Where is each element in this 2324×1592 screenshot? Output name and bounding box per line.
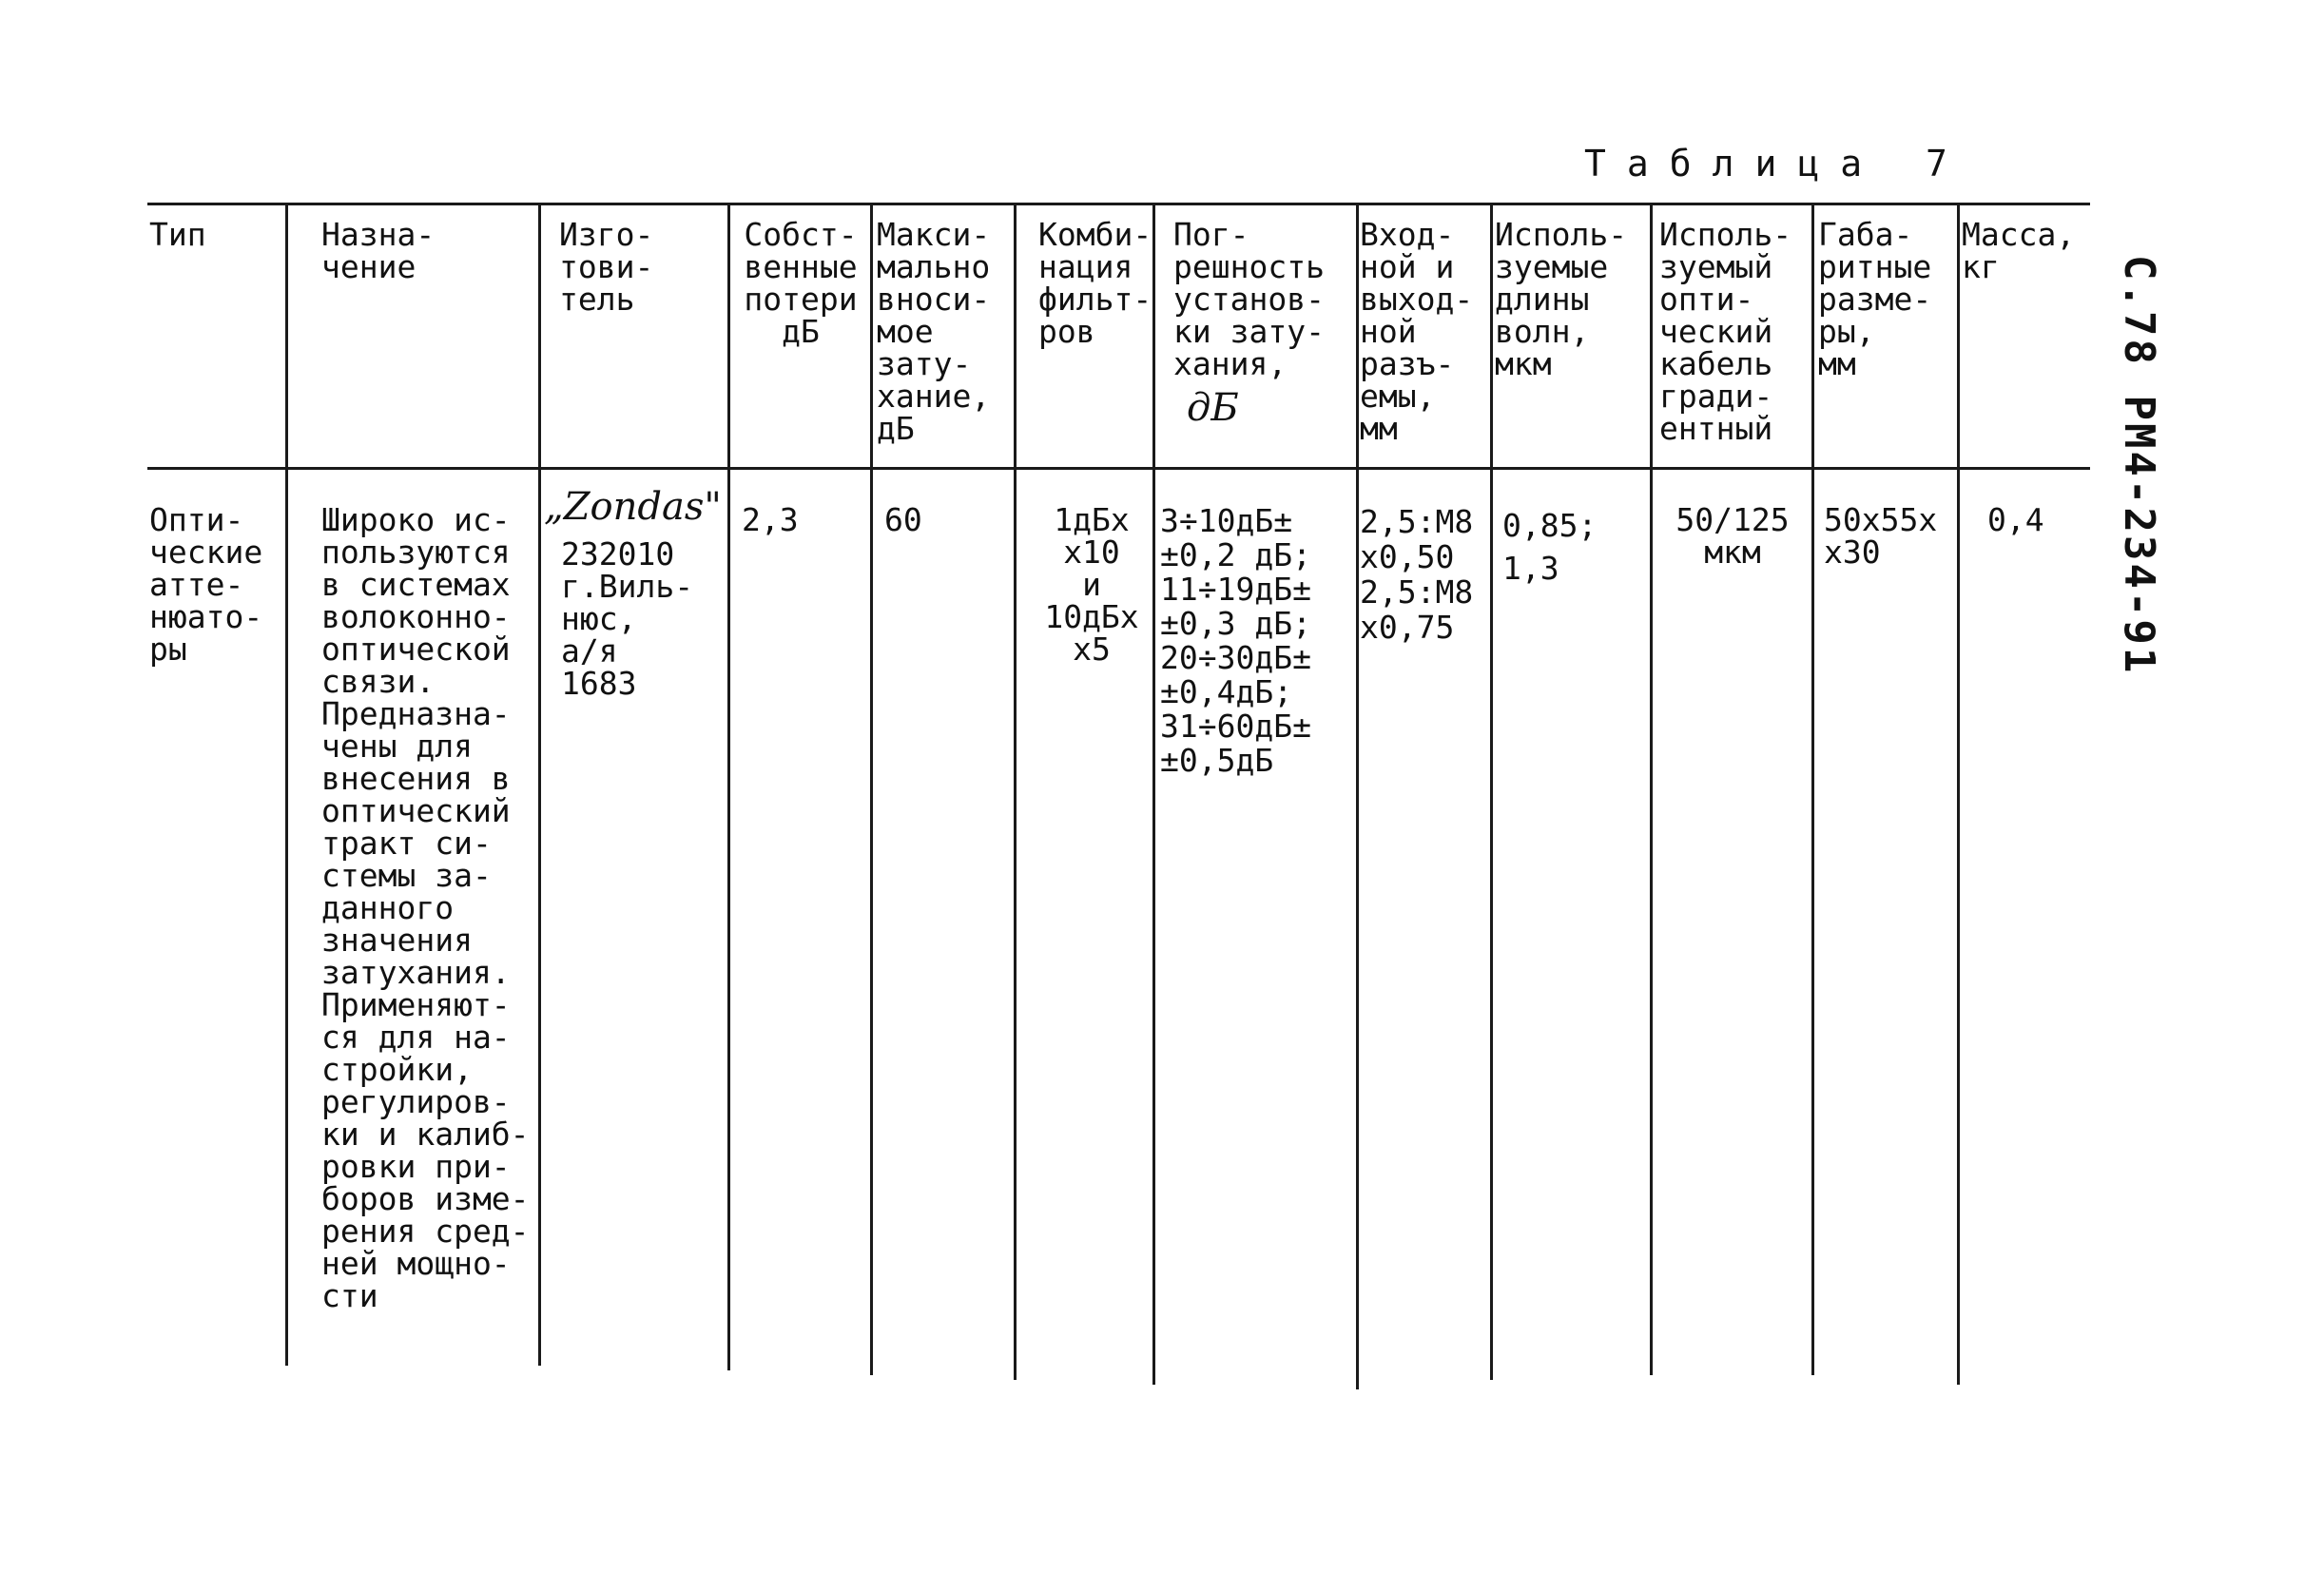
header-purpose: Назна- чение: [321, 216, 436, 285]
cell-own-loss: 2,3: [742, 501, 799, 538]
column-divider: [1014, 205, 1017, 1380]
table-header-rule: [147, 467, 2090, 470]
header-filter-combination: Комби- нация фильт- ров: [1038, 216, 1152, 350]
header-unit-handwritten: дБ: [1187, 386, 1239, 430]
header-manufacturer: Изго- тови- тель: [559, 216, 654, 318]
header-dimensions: Габа- ритные разме- ры, мм: [1818, 216, 1932, 382]
column-divider: [870, 205, 873, 1375]
column-divider: [285, 205, 288, 1366]
header-optical-cable: Исполь- зуемый опти- ческий кабель гради- ентный: [1659, 216, 1792, 447]
table-caption: Таблица 7: [1584, 143, 1968, 184]
cell-purpose: Широко ис- пользуются в системах волоконно- оптической связи. Предназна- чены для внесения в оптический тракт си- стемы за- данного значения затухания. Применяют- ся для на- стройки, регулиров- ки и калиб- ровки при- боров изме- рения сред- ней мощно- сти: [321, 501, 530, 1314]
column-divider: [727, 205, 730, 1370]
cell-type: Опти- ческие атте- нюато- ры: [149, 501, 263, 668]
cell-wavelengths: 0,85; 1,3: [1502, 507, 1598, 587]
header-setting-error: Пог- решность установ- ки зату- хания,: [1173, 216, 1325, 382]
column-divider: [1356, 205, 1359, 1389]
column-divider: [1650, 205, 1653, 1375]
cell-connectors: 2,5:М8 х0,50 2,5:М8 х0,75: [1360, 503, 1474, 646]
cell-max-attenuation: 60: [884, 501, 922, 538]
header-max-attenuation: Макси- мально вноси- мое зату- хание, дБ: [877, 216, 991, 447]
header-mass: Масса, кг: [1962, 216, 2076, 285]
cell-mass: 0,4: [1987, 501, 2044, 538]
page-side-label: С.78 РМ4-234-91: [2115, 255, 2163, 676]
column-divider: [1152, 205, 1155, 1385]
header-own-loss: Собст- венные потери дБ: [744, 216, 858, 350]
cell-maker-handwritten: „Zondas": [544, 485, 722, 529]
column-divider: [1490, 205, 1493, 1380]
column-divider: [1957, 205, 1960, 1385]
column-divider: [1811, 205, 1814, 1375]
header-type: Тип: [149, 216, 206, 253]
table-top-rule: [147, 203, 2090, 205]
header-wavelengths: Исполь- зуемые длины волн, мкм: [1495, 216, 1628, 382]
cell-maker: 232010 г.Виль- нюс, а/я 1683: [561, 535, 694, 702]
header-connectors: Вход- ной и выход- ной разъ- емы, мм: [1360, 216, 1474, 447]
cell-optical-cable: 50/125 мкм: [1675, 501, 1790, 571]
cell-filters: 1дБх х10 и 10дБх х5: [1044, 501, 1139, 668]
cell-setting-error: 3÷10дБ± ±0,2 дБ; 11÷19дБ± ±0,3 дБ; 20÷30дБ± ±0,4дБ; 31÷60дБ± ±0,5дБ: [1160, 502, 1311, 779]
column-divider: [538, 205, 541, 1366]
cell-dimensions: 50х55х х30: [1824, 501, 1938, 571]
